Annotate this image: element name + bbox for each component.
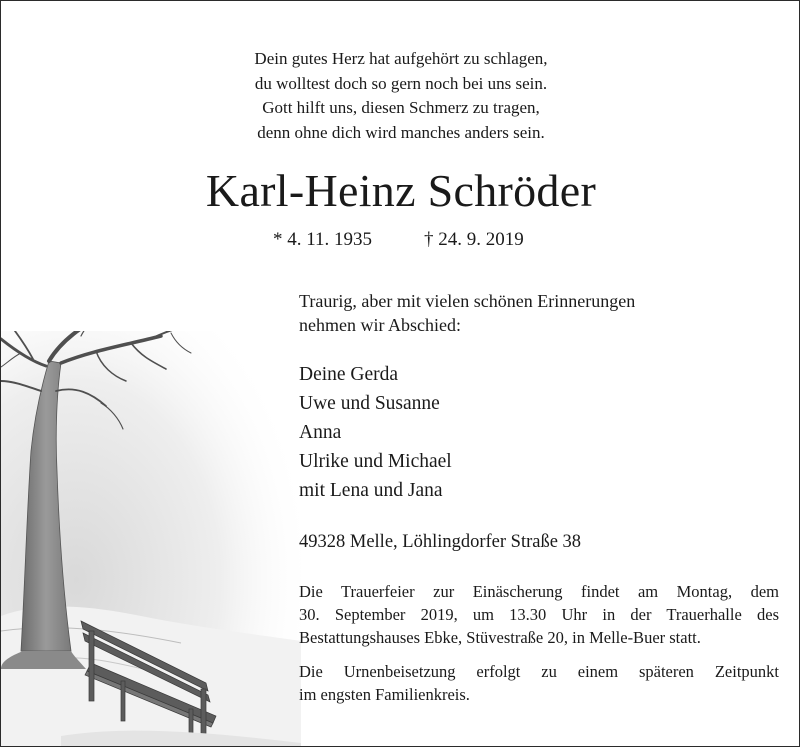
tree-and-bench-icon	[1, 331, 301, 746]
poem	[151, 47, 651, 145]
poem-line: Dein gutes Herz hat aufgehört zu schlagen,	[254, 49, 548, 68]
poem-line: denn ohne dich wird manches anders sein.	[257, 122, 545, 142]
farewell-intro	[299, 289, 635, 337]
mourners-list	[299, 360, 452, 505]
urn-burial-notice	[299, 660, 779, 706]
mourner: Ulrike und Michael	[299, 451, 452, 472]
intro-line: nehmen wir Abschied:	[299, 315, 461, 335]
funeral-service-notice	[299, 580, 779, 649]
notice-line: 30. September 2019, um 13.30 Uhr in der Trauerhalle des	[299, 605, 779, 624]
poem-line: Gott hilft uns, diesen Schmerz zu tragen,	[262, 98, 540, 117]
family-address: 49328 Melle, Löhlingdorfer Straße 38	[299, 532, 582, 552]
mourner: mit Lena und Jana	[299, 480, 443, 501]
notice-line: Die Urnenbeisetzung erfolgt zu einem späteren Zeitpunkt	[299, 662, 779, 681]
mourner: Uwe und Susanne	[299, 393, 440, 414]
mourner: Anna	[299, 422, 342, 443]
notice-line: im engsten Familienkreis.	[299, 685, 470, 704]
intro-line: Traurig, aber mit vielen schönen Erinnerungen	[299, 291, 636, 311]
death-date: † 24. 9. 2019	[424, 229, 524, 250]
poem-line: du wolltest doch so gern noch bei uns sein.	[254, 73, 548, 93]
notice-line: Bestattungshauses Ebke, Stüvestraße 20, in Melle-Buer statt.	[299, 628, 701, 647]
deceased-name: Karl-Heinz Schröder	[205, 165, 597, 216]
notice-line: Die Trauerfeier zur Einäscherung findet am Montag, dem	[299, 582, 779, 601]
mourner: Deine Gerda	[299, 364, 399, 385]
birth-date: * 4. 11. 1935	[273, 229, 373, 250]
